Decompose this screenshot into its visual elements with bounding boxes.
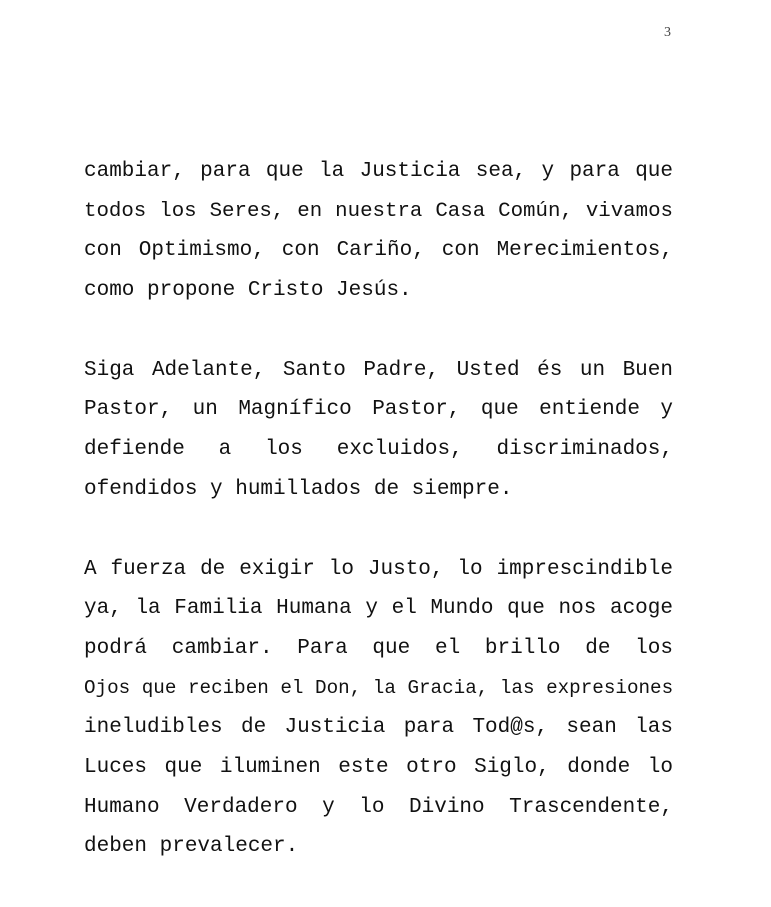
document-body (84, 152, 673, 907)
page-number: 3 (664, 25, 671, 40)
text-line: cambiar, para que la Justicia sea, y para que (84, 160, 673, 183)
paragraph-2 (84, 351, 673, 510)
text-line: podrá cambiar. Para que el brillo de los (84, 636, 673, 660)
text-line: A fuerza de exigir lo Justo, lo imprescindible (84, 557, 673, 581)
text-line: como propone Cristo Jesús. (84, 279, 412, 303)
text-line: Luces que iluminen este otro Siglo, donde lo (84, 755, 673, 779)
paragraph-1 (84, 152, 673, 311)
text-line: Ojos que reciben el Don, la Gracia, las expresiones (84, 676, 674, 699)
paragraph-3 (84, 550, 673, 868)
text-line: ofendidos y humillados de siempre. (84, 477, 513, 501)
text-line: ineludibles de Justicia para Tod@s, sean las (84, 716, 673, 740)
text-line: Humano Verdadero y lo Divino Trascendente, (84, 795, 673, 819)
text-line: todos los Seres, en nuestra Casa Común, vivamos (84, 199, 673, 223)
text-line: deben prevalecer. (84, 835, 299, 859)
text-line: Siga Adelante, Santo Padre, Usted és un Buen (84, 358, 673, 382)
text-line: con Optimismo, con Cariño, con Merecimientos, (84, 239, 673, 263)
text-line: Pastor, un Magnífico Pastor, que entiende y (84, 398, 673, 422)
text-line: defiende a los excluidos, discriminados, (84, 438, 673, 462)
text-line: ya, la Familia Humana y el Mundo que nos acoge (84, 597, 673, 621)
